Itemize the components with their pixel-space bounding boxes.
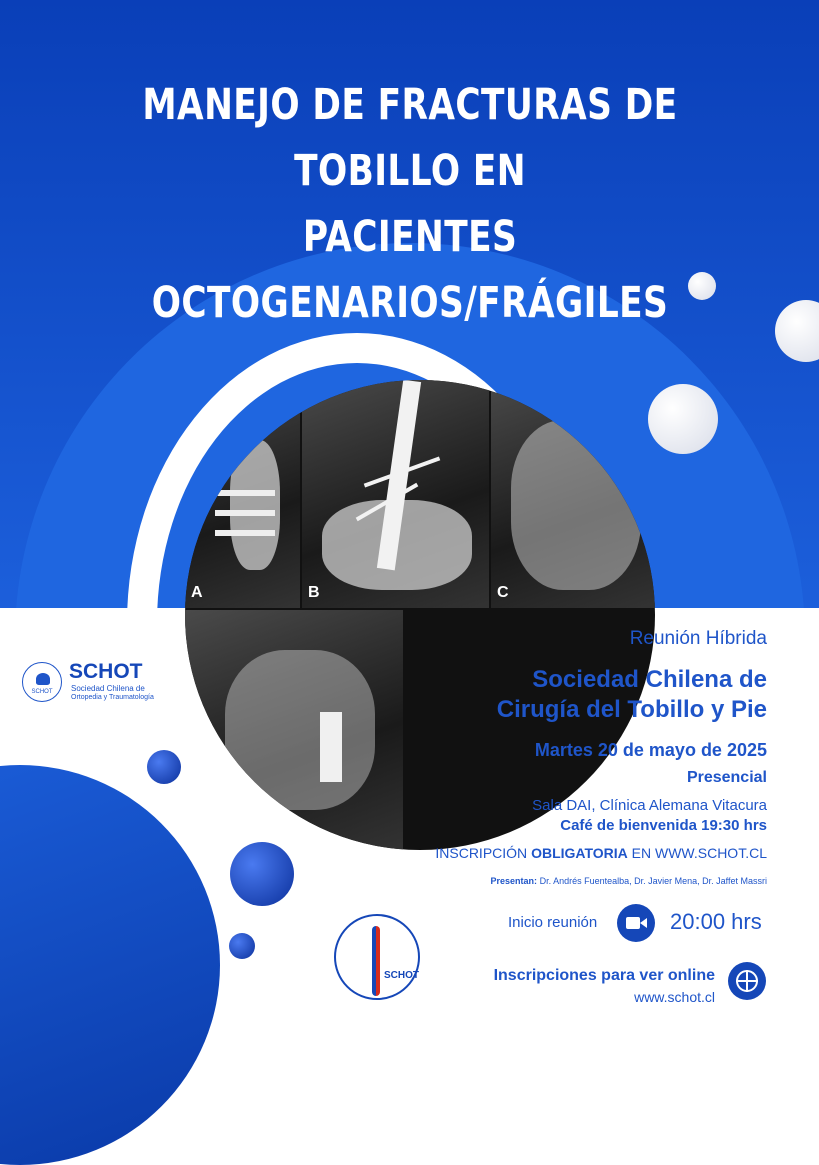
bottom-logo-text: SCHOT bbox=[384, 970, 419, 981]
decor-dot bbox=[229, 933, 255, 959]
xray-panel-d bbox=[185, 610, 403, 850]
presenters bbox=[491, 876, 767, 886]
event-mode: Presencial bbox=[686, 769, 767, 786]
logo-subtitle-2: Ortopedia y Traumatología bbox=[71, 694, 154, 701]
event-type: Reunión Híbrida bbox=[629, 628, 767, 649]
decor-dot bbox=[648, 384, 718, 454]
globe-cursor-icon bbox=[728, 962, 766, 1000]
panel-label-a: A bbox=[191, 584, 203, 601]
start-time: 20:00 hrs bbox=[670, 909, 762, 934]
start-label: Inicio reunión bbox=[508, 914, 598, 931]
title-line-2: PACIENTES OCTOGENARIOS/FRÁGILES bbox=[151, 212, 669, 328]
org-name-line-2: Cirugía del Tobillo y Pie bbox=[496, 696, 767, 723]
logo-subtitle-1: Sociedad Chilena de bbox=[71, 684, 145, 693]
page-title bbox=[98, 72, 722, 336]
schot-seal: SCHOT bbox=[22, 662, 62, 702]
online-url[interactable]: www.schot.cl bbox=[634, 989, 715, 1005]
event-date: Martes 20 de mayo de 2025 bbox=[534, 740, 767, 760]
panel-label-b: B bbox=[308, 584, 320, 601]
chile-map-icon bbox=[372, 926, 380, 996]
decor-dot bbox=[147, 750, 181, 784]
event-coffee: Café de bienvenida 19:30 hrs bbox=[560, 817, 767, 834]
presenters-label: Presentan: bbox=[490, 876, 538, 886]
presenters-names: Dr. Andrés Fuentealba, Dr. Javier Mena, Dr. Jaffet Massri bbox=[537, 876, 767, 886]
xray-collage bbox=[185, 380, 655, 850]
logo-name: SCHOT bbox=[69, 660, 143, 683]
xray-panel-c bbox=[491, 380, 655, 608]
xray-panel-b bbox=[302, 380, 489, 608]
event-place: Sala DAI, Clínica Alemana Vitacura bbox=[532, 797, 767, 814]
video-camera-icon bbox=[617, 904, 655, 942]
panel-label-c: C bbox=[497, 584, 509, 601]
title-line-1: MANEJO DE FRACTURAS DE TOBILLO EN bbox=[142, 80, 678, 196]
registration-notice: INSCRIPCIÓN OBLIGATORIA EN WWW.SCHOT.CL bbox=[435, 845, 767, 861]
bottom-schot-logo bbox=[332, 912, 422, 1010]
org-name-line-1: Sociedad Chilena de bbox=[532, 666, 767, 693]
registration-emphasis: OBLIGATORIA bbox=[531, 845, 628, 861]
decor-dot bbox=[688, 272, 716, 300]
online-label: Inscripciones para ver online bbox=[493, 967, 715, 984]
decor-dot bbox=[230, 842, 294, 906]
xray-panel-a bbox=[185, 380, 300, 608]
